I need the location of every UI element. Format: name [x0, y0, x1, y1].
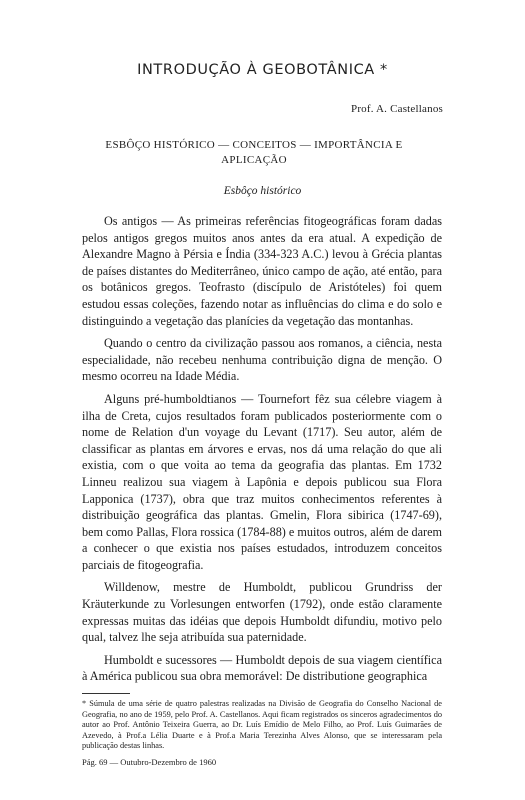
page-footer: Pág. 69 — Outubro-Dezembro de 1960 — [82, 757, 217, 767]
paragraph-pre-humboldtianos: Alguns pré-humboldtianos — Tournefort fêz sua célebre viagem à ilha de Creta, cujos resultados foram publicados posteriormente com o nome de Relation d'un voyage du Levant (1717). Seu autor, além de classificar as plantas em árvores e ervas, nos dá uma relação do que ali existia, com o que voita ao tema da geografia das plantas. Em 1732 Linneu realizou sua viagem à Lapônia e depois publicou sua Flora Lapponica (1737), obra que traz muitos conhecimentos referentes à distribuição geográfica das plantas. Gmelin, Flora sibirica (1747-69), bem como Pallas, Flora rossica (1784-88) e muitos outros, além de darem a conhecer o que existia nos países estudados, introduzem conceitos parciais de fitogeografia. — [82, 391, 442, 572]
footnote-divider — [82, 693, 130, 694]
author-line: Prof. A. Castellanos — [351, 103, 443, 115]
body-text — [82, 213, 442, 691]
subtitle: ESBÔÇO HISTÓRICO — CONCEITOS — IMPORTÂNCIA E APLICAÇÃO — [105, 139, 403, 166]
page-title: INTRODUÇÃO À GEOBOTÂNICA * — [137, 62, 388, 78]
paragraph-os-antigos: Os antigos — As primeiras referências fitogeográficas foram dadas pelos antigos gregos muitos anos antes da era atual. A expedição de Alexandre Magno à Pérsia e Índia (334-323 A.C.) levou à Grécia plantas de países distantes do Mediterrâneo, único campo de ação, até então, para os botânicos gregos. Teofrasto (discípulo de Aristóteles) foi quem estudou essas coleções, fazendo notar as influências do clima e do solo e distinguindo a vegetação das planícies da vegetação das montanhas. — [82, 214, 442, 328]
section-heading: Esbôço histórico — [223, 185, 302, 197]
footnote: * Súmula de uma série de quatro palestras realizadas na Divisão de Geografia do Conselho Nacional de Geografia, no ano de 1959, pelo Prof. A. Castellanos. Aqui ficam registrados os sinceros agradecimentos do autor ao Prof. Antônio Teixeira Guerra, ao Dr. Luís Emídio de Melo Filho, ao Prof. Luís Guimarães de Azevedo, à Prof.a Lélia Duarte e à Prof.a Maria Terezinha Alves Alonso, que se interessaram pela publicação destas linhas. — [82, 699, 442, 751]
paragraph-romanos: Quando o centro da civilização passou aos romanos, a ciência, nesta especialidade, não recebeu nenhuma contribuição digna de menção. O mesmo ocorreu na Idade Média. — [82, 336, 442, 384]
paragraph-willdenow: Willdenow, mestre de Humboldt, publicou Grundriss der Kräuterkunde zu Vorlesungen entworfen (1792), onde estão claramente expressas muitas das idéias que depois Humboldt difundiu, motivo pelo qual, talvez lhe seja atribuída sua paternidade. — [82, 580, 442, 645]
paragraph-humboldt: Humboldt e sucessores — Humboldt depois de sua viagem científica à América publicou sua obra memorável: De distributione geographica — [82, 652, 442, 684]
